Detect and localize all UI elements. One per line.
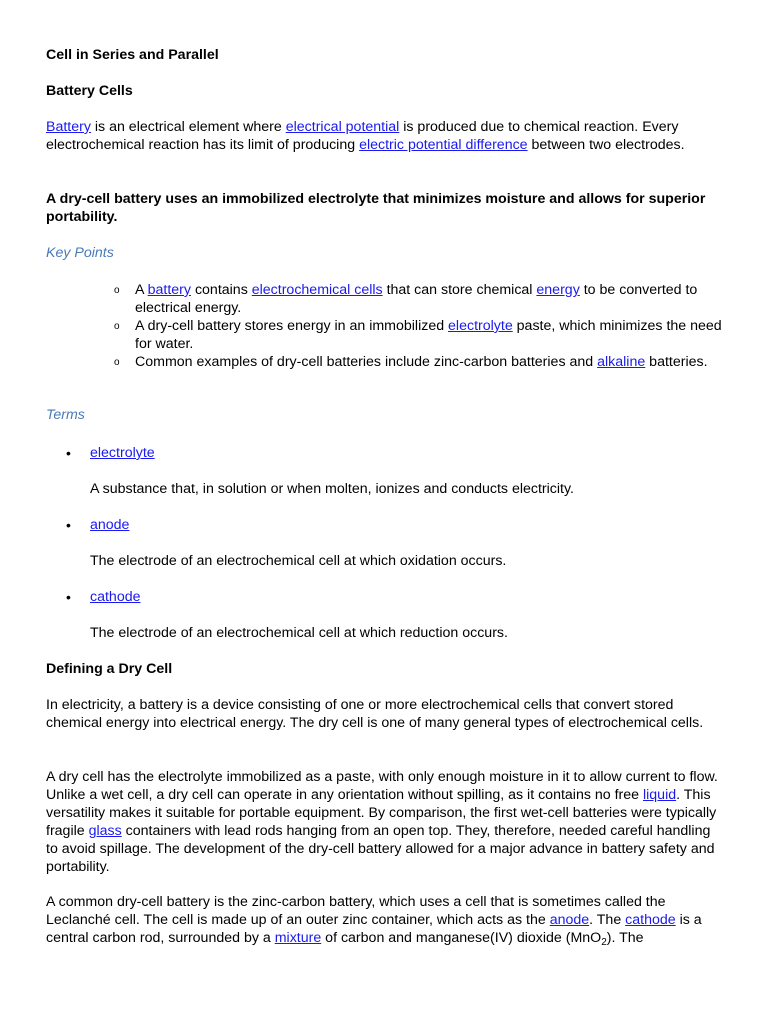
term-link-anode[interactable]: anode [90, 517, 130, 533]
link-battery[interactable]: Battery [46, 119, 91, 135]
link-electrical-potential[interactable]: electrical potential [285, 119, 400, 135]
key-point-2: A dry-cell battery stores energy in an immobilized electrolyte paste, which minimizes the need for water. [135, 318, 722, 352]
link-energy[interactable]: energy [536, 282, 580, 298]
key-point-1: A battery contains electrochemical cells that can store chemical energy to be converted to electrical energy. [135, 282, 698, 316]
document-title: Cell in Series and Parallel [46, 47, 219, 63]
bullet-circle-icon: o [114, 357, 120, 368]
link-anode[interactable]: anode [549, 912, 590, 928]
link-mixture[interactable]: mixture [274, 930, 322, 946]
bold-summary: A dry-cell battery uses an immobilized electrolyte that minimizes moisture and allows for superior portability. [46, 191, 706, 225]
link-electrolyte[interactable]: electrolyte [448, 318, 513, 334]
link-liquid[interactable]: liquid [642, 787, 677, 803]
bullet-circle-icon: o [114, 285, 120, 296]
term-def-cathode: The electrode of an electrochemical cell at which reduction occurs. [90, 625, 508, 641]
link-alkaline[interactable]: alkaline [597, 354, 646, 370]
term-link-cathode[interactable]: cathode [90, 589, 141, 605]
paragraph-3: A common dry-cell battery is the zinc-carbon battery, which uses a cell that is sometimes called the Leclanché cell. The cell is made up of an outer zinc container, which acts as the anode. The cathode is a central carbon rod, surrounded by a mixture of carbon and manganese(IV) dioxide (MnO$_2$). The [46, 894, 702, 948]
bullet-dot-icon: • [66, 445, 71, 461]
section-heading-battery-cells: Battery Cells [46, 83, 133, 99]
paragraph-1: In electricity, a battery is a device consisting of one or more electrochemical cells that convert stored chemical energy into electrical energy. The dry cell is one of many general types of electrochemical cells. [46, 697, 704, 731]
link-battery-2[interactable]: battery [147, 282, 191, 298]
link-glass[interactable]: glass [88, 823, 122, 839]
terms-heading: Terms [46, 407, 85, 423]
paragraph-2: A dry cell has the electrolyte immobilized as a paste, with only enough moisture in it to allow current to flow. Unlike a wet cell, a dry cell can operate in any orientation without spilling, as it contains no free liquid. This versatility makes it suitable for portable equipment. By comparison, the first wet-cell batteries were typically fragile glass containers with lead rods hanging from an open top. They, therefore, needed careful handling to avoid spillage. The development of the dry-cell battery allowed for a major advance in battery safety and portability. [46, 769, 718, 875]
term-def-anode: The electrode of an electrochemical cell at which oxidation occurs. [90, 553, 507, 569]
link-electrochemical-cells[interactable]: electrochemical cells [251, 282, 383, 298]
intro-paragraph: Battery is an electrical element where electrical potential is produced due to chemical reaction. Every electrochemical reaction has its limit of producing electric potential difference between two electrodes. [46, 119, 685, 153]
bullet-circle-icon: o [114, 321, 120, 332]
section-heading-defining-dry-cell: Defining a Dry Cell [46, 661, 173, 677]
key-point-3: Common examples of dry-cell batteries include zinc-carbon batteries and alkaline batteries. [135, 354, 708, 370]
key-points-heading: Key Points [46, 245, 114, 261]
bullet-dot-icon: • [66, 517, 71, 533]
bullet-dot-icon: • [66, 589, 71, 605]
link-cathode[interactable]: cathode [625, 912, 676, 928]
term-def-electrolyte: A substance that, in solution or when molten, ionizes and conducts electricity. [90, 481, 574, 497]
term-link-electrolyte[interactable]: electrolyte [90, 445, 155, 461]
link-electric-potential-difference[interactable]: electric potential difference [359, 137, 528, 153]
